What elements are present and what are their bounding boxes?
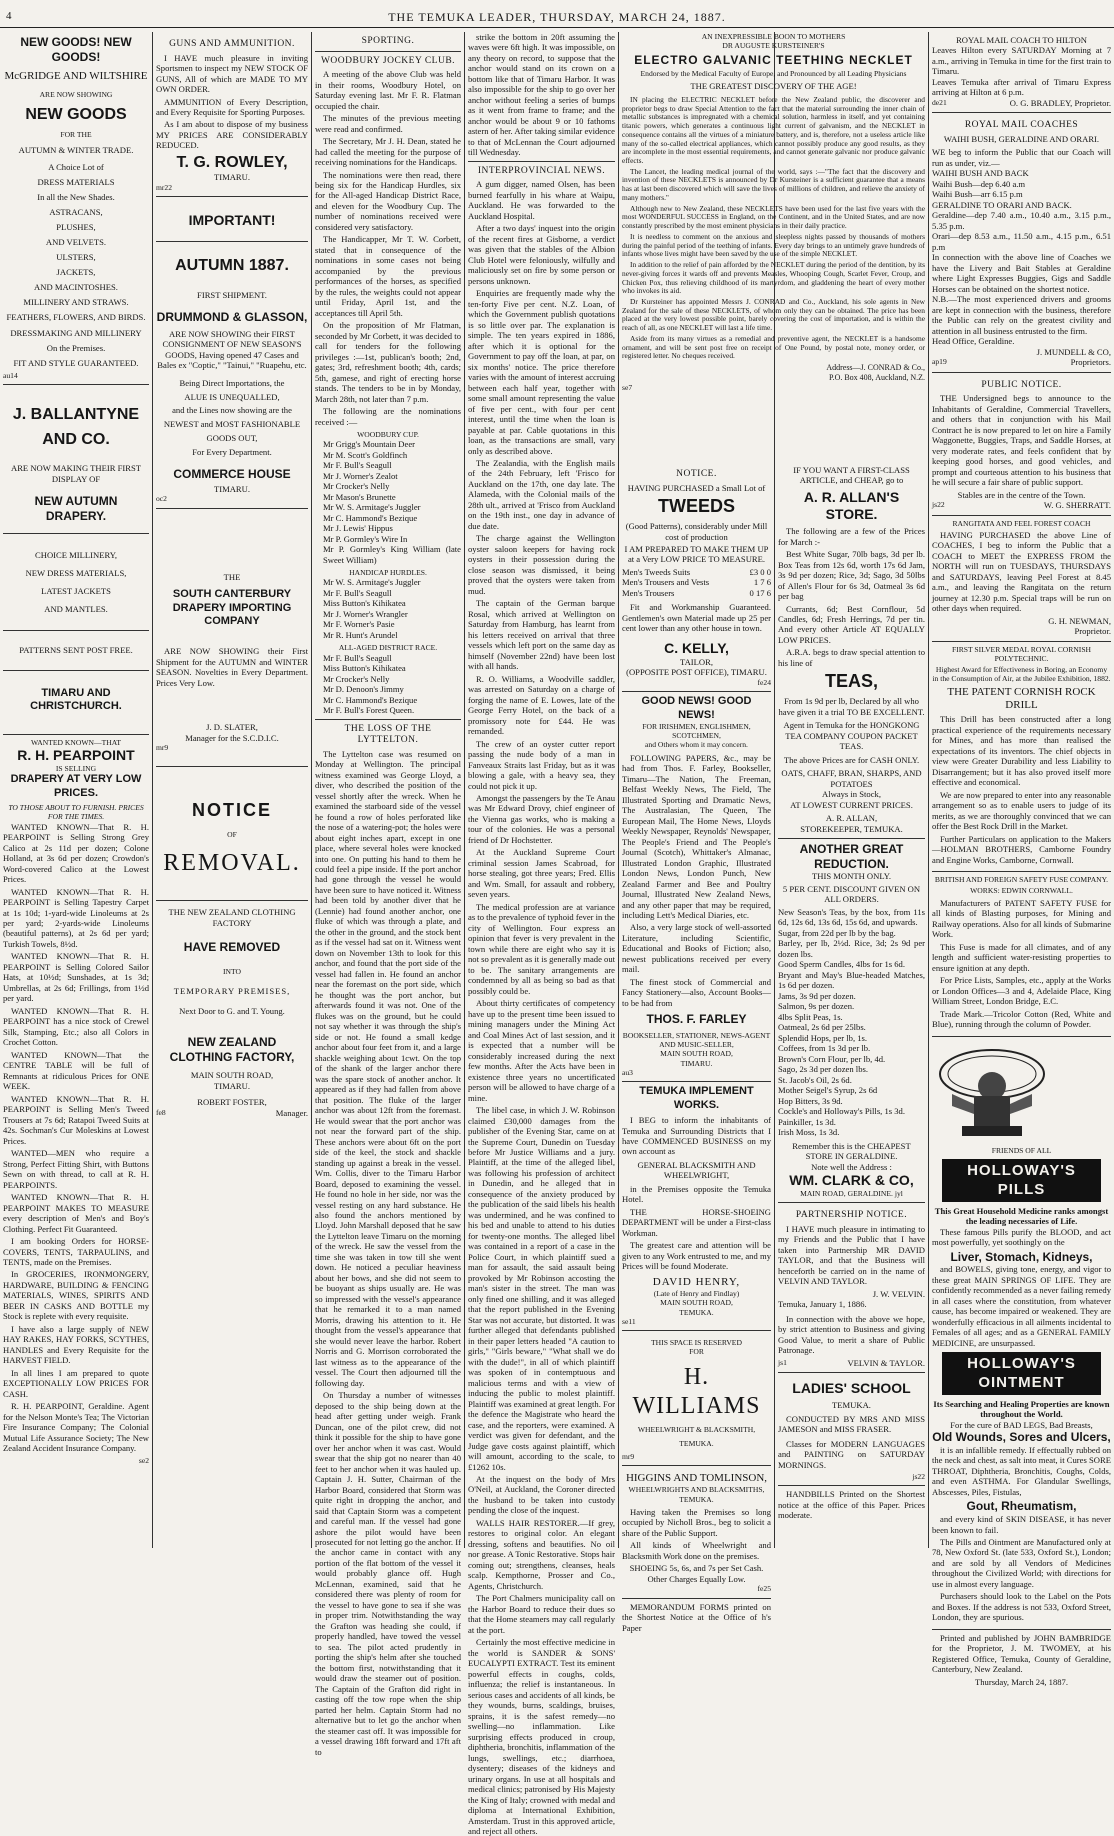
ad-headline: TIMARU AND CHRISTCHURCH. (30, 686, 122, 713)
ad-text: WANTED KNOWN—THAT (30, 737, 122, 747)
ad-farley (622, 692, 771, 1082)
ad-code: js1 (778, 1357, 787, 1367)
ad-text: FIRST SHIPMENT. (197, 289, 267, 300)
imprint-text: Printed and published by JOHN BAMBRIDGE for the Proprietor, J. M. TWOMEY, at his Registered Office, Temuka, County of Geraldine, Canterbury, New Zealand. (932, 1632, 1111, 1675)
ad-code: se2 (138, 1455, 149, 1465)
ad-body (622, 96, 925, 361)
firm-name: NEW ZEALAND CLOTHING FACTORY, (169, 1034, 295, 1064)
ad-code: se7 (622, 382, 633, 392)
ad-text: (Good Patterns), considerably under Mill cost of production (625, 521, 768, 542)
ad-code: fe8 (156, 1107, 166, 1117)
ad-text: THE NEW ZEALAND CLOTHING FACTORY (168, 907, 296, 928)
firm-name: C. KELLY, (664, 639, 729, 656)
article-paragraph: The charge against the Wellington oyster saloon keepers for having rock oysters in their possession during the close season was dismissed, it being proved that the oysters were taken from mud. (468, 533, 615, 596)
price-row (622, 567, 771, 577)
ad-text: I HAVE much pleasure in intimating to my Friends and the Public that I have taken into Partnership MR DAVID TAYLOR, and that the Business will henceforth be carried on in the name of VELVIN AND TAYLOR. (778, 1223, 925, 1287)
imprint-date: Thursday, March 24, 1887. (975, 1676, 1068, 1687)
necklet-ad (619, 32, 928, 462)
ad-code: mr22 (156, 182, 173, 192)
ad-text: The greatest care and attention will be given to any Work entrusted to me, and my Prices will be found Moderate. (622, 1240, 771, 1272)
firm-name: DRUMMOND & GLASSON, (156, 310, 308, 325)
ad-text: Best White Sugar, 70lb bags, 3d per lb. Box Teas from 12s 6d, worth 17s 6d Jam, 3s 9d per dozen; Rice, 3d; Sago, 3d 50lbs of Allen's Flour for 6s 3d, Oatmeal 3s 6d per bag (778, 549, 925, 602)
ad-text: Note well the Address : (811, 1161, 892, 1172)
ad-text: TEMPORARY PREMISES, (173, 986, 291, 996)
ad-rangitata-coach (932, 516, 1111, 642)
ad-text: FOR IRISHMEN, ENGLISHMEN, SCOTCHMEN, and Others whom it may concern. (642, 721, 751, 750)
article-paragraph: On the proposition of Mr Flatman, seconded by Mr Corbett, it was decided to call for tenders for the following privileges :—1st, publican's booth; 2nd, gates; 3rd, refreshment booth; 4th, cards; 5th, gamese, and right of erecting horse stands. The tenders to be in by Monday, March 28th, not later than 7 p.m. (315, 320, 461, 404)
article-paragraph: At the Auckland Supreme Court criminal session James Scabroad, for horse stealing, got three years; Fred. Ellis and Wm. Small, for assault and robbery, seven years. (468, 847, 615, 900)
column-7 (929, 32, 1114, 1687)
article-paragraph: At the inquest on the body of Mrs O'Neil, at Auckland, the Coroner directed the husband to be taken into custody pending the close of the inquest. (468, 1474, 615, 1516)
ad-headline: NEW GOODS! NEW GOODS! (20, 35, 132, 64)
article-paragraph: R. O. Williams, a Woodville saddler, was arrested on Saturday on a charge of forging the name of E. Lowes, late of the George Ferry Hotel, on the back of a promissory note for £44. He was remanded. (468, 673, 615, 737)
firm-name: SOUTH CANTERBURY DRAPERY IMPORTING COMPANY (172, 588, 292, 627)
column-5 (619, 462, 774, 1633)
ad-paragraph: In all lines I am prepared to quote EXCEPTIONALLY LOW PRICES FOR CASH. (3, 1367, 149, 1399)
ad-text: Remember this is the CHEAPEST STORE IN GERALDINE. (792, 1140, 911, 1162)
ad-text: All kinds of Wheelwright and Blacksmith Work done on the premises. (622, 1540, 771, 1561)
article-paragraph: A meeting of the above Club was held in their rooms, Woodbury Hotel, on Saturday evening last. Mr F. R. Flatman occupied the chair. (315, 69, 461, 111)
column-6 (775, 462, 928, 1548)
ad-code: mr9 (156, 743, 169, 753)
column-2 (153, 32, 311, 1548)
ad-headline: PARTNERSHIP NOTICE. (795, 1210, 908, 1221)
ad-paragraph: Although new to New Zealand, these NECKLETS have been used for the last five years with the most WONDERFUL SUCCESS in England, on the Continent, and in the United States, and are now constantly prescribed by the most eminent physicians in their daily practice. (622, 203, 925, 231)
ad-code: oc2 (156, 494, 167, 504)
ad-text: The finest stock of Commercial and Fancy Stationery—also, Account Books—to be had from (622, 976, 771, 1008)
article-body (468, 32, 615, 158)
ad-headline: NEW AUTUMN DRAPERY. (34, 494, 118, 523)
ad-headline: AUTUMN 1887. (175, 257, 289, 275)
ad-code: fe24 (757, 677, 771, 687)
ad-headline: PUBLIC NOTICE. (981, 379, 1062, 390)
ad-cornish-drill (932, 642, 1111, 873)
ad-text: IS SELLING (55, 764, 97, 774)
ad-ladies-school (778, 1373, 925, 1486)
price-value: 1 7 6 (753, 577, 771, 588)
ad-headline: ROYAL MAIL COACHES (964, 120, 1079, 131)
ad-headline: GUNS AND AMMUNITION. (169, 39, 295, 49)
side-caption: TO THOSE ABOUT TO FURNISH. PRICES FOR THE TIMES. (8, 803, 144, 822)
ad-text: The above Prices are for CASH ONLY. (783, 754, 920, 765)
ad-text: INTO (223, 966, 241, 976)
emblem-motto: FRIENDS OF ALL (991, 1146, 1052, 1156)
price-list: New Season's Teas, by the box, from 11s 6d, 12s 6d, 13s 6d, 15s 6d, and upwards. Sugar, from 22d per lb by the bag. Barley, per lb, 2½d. Rice, 3d; 2s 9d per dozen lbs. Good Sperm Candles, 4lbs for 1s 6d. Bryant and May's Blue-headed Matches, 1s 6d per dozen. Jams, 3s 9d per dozen. Salmon, 9s per dozen. 4lbs Split Peas, 1s. Oatmeal, 2s 6d per 25lbs. Splendid Hops, per lb, 1s. Coffees, from 1s 3d per lb. Brown's Corn Flour, per lb, 4d. Sago, 2s 3d per dozen lbs. St. Jacob's Oil, 2s 6d. Mother Seigel's Syrup, 2s 6d Hop Bitters, 3s 9d. Cockle's and Holloway's Pills, 1s 3d. Painkiller, 1s 3d. Irish Moss, 1s 3d. (778, 906, 925, 1138)
ad-paragraph: WANTED KNOWN—That R. H. PEARPOINT is Selling Men's Tweed Trousers at 7s 6d; Ratapoi Tweed Suits at 42s. Sochman's Cur Moleskins at Lowest Prices. (3, 1093, 149, 1146)
ad-paragraph: WANTED KNOWN—That the CENTRE TABLE will be full of Remnants at ridiculous Prices for ONE WEEK. (3, 1049, 149, 1092)
ad-text: For Price Lists, Samples, etc., apply at the Works or London Offices—3 and 4, Adelaide Place, King William Street, London Bridge, E.C. (932, 975, 1111, 1007)
ad-drummond-glasson (156, 197, 308, 509)
column-3 (312, 32, 464, 1757)
ad-headline: AN INEXPRESSIBLE BOON TO MOTHERS (701, 32, 846, 41)
ad-code: se11 (622, 1316, 636, 1326)
ad-williams (622, 1331, 771, 1466)
ad-text: These famous Pills purify the BLOOD, and act most powerfully, yet soothingly on the (932, 1226, 1111, 1248)
ad-item-list: CHOICE MILLINERY, NEW DRESS MATERIALS, LATEST JACKETS AND MANTLES. (25, 550, 127, 615)
ad-headline: Liver, Stomach, Kidneys, (950, 1249, 1093, 1264)
article-paragraph: The crew of an oyster cutter report passing the nude body of a man in Fanveaux Straits last Friday, but as it was blowing a gale, with a heavy sea, they could not pick it up. (468, 738, 615, 791)
ad-ballantyne (3, 385, 149, 735)
ad-headline: TEMUKA IMPLEMENT WORKS. (639, 1085, 754, 1111)
ad-text: Being Direct Importations, the ALUE IS UNEQUALLED, and the Lines now showing are the NEWEST and MOST FASHIONABLE GOODS OUT, For Every Department. (163, 377, 301, 457)
article-paragraph: A gum digger, named Olsen, has been burned fearfully in his whare at Waipu, Auckland. He was forwarded to the Auckland Hospital. (468, 179, 615, 221)
ad-text: Other Charges Equally Low. (647, 1573, 746, 1584)
ad-paragraph: In GROCERIES, IRONMONGERY, HARDWARE, BUILDING & FENCING MATERIALS, WINES, SPIRITS AND BEER IN CASKS AND BOTTLE my Stock is replete with every requisite. (3, 1269, 149, 1322)
ad-text: This Fuse is made for all climates, and of any length and sufficient water-resisting properties to ensure ignition at any depth. (932, 941, 1111, 973)
article-body (468, 179, 615, 1836)
article-paragraph: The Port Chalmers municipality call on the Harbor Board to reduce their dues so that the Home steamers may call regularly at the port. (468, 1593, 615, 1635)
ad-signature-title: Proprietor. (1074, 626, 1111, 637)
ad-signature: J. MUNDELL & CO, (1036, 346, 1111, 357)
ad-text: Having taken the Premises so long occupied by Nicholl Bros., beg to solicit a share of the Public Support. (622, 1506, 771, 1538)
ad-headline: LADIES' SCHOOL (792, 1380, 911, 1397)
ad-text: THIS SPACE IS RESERVED FOR (651, 1338, 742, 1357)
ad-headline: NOTICE. (676, 469, 717, 479)
ad-paragraph: In addition to the relief of pain afforded by the NECKLET during the period of the dentition, by its never-giving forces it wards off and prevents Measles, Whooping Cough, Scarlet Fever, Croup, and Chicken Pox, thus relieving childhood of its martyrdom, and gladdening the heart of every mother who invokes its aid. (622, 260, 925, 296)
ad-text: IF YOU WANT A FIRST-CLASS ARTICLE, and CHEAP, go to (793, 465, 910, 486)
ad-text: FOLLOWING PAPERS, &c., may be had from Thos. F. Farley, Bookseller, Timaru—The Nation, The Freeman, Belfast Weekly News, The Field, The Illustrated Sporting and Dramatic News, The Australasian, The Queen, The European Mail, The Home News, Lloyds Weekly Newspaper, Reynolds' Newspaper, The People's Friend and The People's Journal (Scotch), Whittaker's Almanac, Illustrated London Graphic, Illustrated London News, London Punch, New Zealand Farmer and Bee and Poultry Journal, Illustrated New Zealand News, and any other paper that may be required, including Lett's Medical Diaries, etc. (622, 752, 771, 920)
ad-headline: IMPORTANT! (188, 212, 276, 229)
ad-text: Next Door to G. and T. Young. (179, 1006, 285, 1017)
ad-text: PATTERNS SENT POST FREE. (19, 645, 133, 656)
ad-address: Address—J. CONRAD & Co., P.O. Box 408, Auckland, N.Z. (826, 363, 925, 382)
ad-signature-title: Manager. (275, 1107, 308, 1118)
ad-text: THE Undersigned begs to announce to the Inhabitants of Geraldine, Commercial Travellers, and others that in conjunction with his Mail Contract he is now prepared to let on hire a Family Waggonette, Buggies, Traps, and Saddle Horses, at very moderate rates, and feels confident that by keeping good horses, and good vehicles, and prompt and courteous attention to his business that he will secure a fair share of public support. (932, 393, 1111, 488)
ointment-banner: HOLLOWAY'S OINTMENT (942, 1352, 1101, 1395)
ad-text: in the Premises opposite the Temuka Hotel. (622, 1183, 771, 1205)
ad-safety-fuse (932, 872, 1111, 1036)
ad-text: THE HORSE-SHOEING DEPARTMENT will be under a First-class Workman. (622, 1206, 771, 1238)
article-paragraph: Certainly the most effective medicine in the world is SANDER & SONS' EUCALYPTI EXTRACT. Test its eminent powerful effects in coughs, colds, influenza; the relief is instantaneous. In serious cases and accidents of all kinds, be they wounds, burns, scaldings, bruises, sprains, it is the safest remedy—no swelling—no inflammation. Like surprising effects produced in croup, diphtheria, bronchitis, inflammation of the lungs, swellings, etc.; diarrhoea, dysentery; diseases of the kidneys and urinary organs. In use at all hospitals and medical clinics; patronised by His Majesty the King of Italy; crowned with medal and diploma at International Exhibition, Amsterdam. Trust in this approved article, and reject all others. (468, 1637, 615, 1836)
ad-allan-store (778, 462, 925, 839)
ad-paragraph: WANTED KNOWN—That R. H. PEARPOINT has a nice stock of Crewel Silk, Stamping, Etc.; also all Colors in Crochet Cotton. (3, 1005, 149, 1048)
ad-text: From 1s 9d per lb, Declared by all who have given it a trial TO BE EXCELLENT. (778, 696, 925, 717)
ad-paragraph: WANTED KNOWN—That R. H. PEARPOINT is Selling Tapestry Carpet at 1s 10d; 1-yard-wide Linoleums at 2s per yard; 2-yards-wide Linoleums (beautiful patterns), at 2s 6d per yard; Turkish Towels, 8½d. (3, 886, 149, 949)
list-heading: WOODBURY CUP. (357, 430, 419, 440)
ad-memorandum (622, 1599, 771, 1639)
list-heading: HANDICAP HURDLES. (349, 568, 427, 578)
ad-paragraph: WANTED—MEN who require a Strong, Perfect Fitting Shirt, with Buttons Sewn on with thread, to call at R. H. PEARPOINTS. (3, 1148, 149, 1190)
ad-text: Highest Award for Effectiveness in Boring, an Economy in the Consumption of Air, at the Jubilee Exhibition, 1882. (932, 665, 1111, 684)
ad-text: Further Particulars on application to the Makers—HOLMAN BROTHERS, Camborne Foundry and Engine Works, Camborne, Cornwall. (932, 833, 1111, 865)
ad-text: ARE NOW SHOWING their First Shipment for the AUTUMN and WINTER SEASON. Novelties in Every Department. Prices Very Low. (156, 646, 308, 688)
ad-rowley-guns (156, 32, 308, 197)
article-paragraph: strike the bottom in 20ft assuming the waves were 6ft high. It was impossible, on any theory on record, to suppose that the anchor would stand on its crown on a bottom like that of Timaru Harbor. It was also impossible for the ship to go over her anchor without feeling a series of bumps as it went from frame to frame; and the anchor would be about 9 or 10 fathoms astern of her. After taking similar evidence to that of McLennan the Court adjourned till Wednesday. (468, 32, 615, 158)
ad-paragraph: I have also a large supply of NEW HAY RAKES, HAY FORKS, SCYTHES, HANDLES and Every Requisite for the HARVEST FIELD. (3, 1323, 149, 1366)
ad-address: BOOKSELLER, STATIONER, NEWS-AGENT AND MUSIC-SELLER, MAIN SOUTH ROAD, TIMARU. (622, 1030, 771, 1068)
article-paragraph: About thirty certificates of competency have up to the present time been issued to mining managers under the Mining Act and Coal Mines Act of last session, and it is expected that a number will be considerably increased during the next few months. After the Acts have been in existence three years no uncertificated person will be allowed to have charge of a mine. (468, 998, 615, 1103)
ad-code: au14 (3, 370, 18, 380)
ad-text: WAIHI BUSH, GERALDINE AND ORARI. (943, 133, 1100, 144)
article-paragraph: The Secretary, Mr J. H. Dean, stated he had called the meeting for the purpose of receiving nominations for the Handicaps. (315, 136, 461, 168)
nomination-list: Mr W. S. Armitage's Juggler Mr F. Bull's Seagull Miss Button's Kihikatea Mr J. Worner's Wrangler Mr F. Worner's Pasie Mr R. Hunt's Arundel (323, 577, 421, 640)
page-number: 4 (6, 10, 13, 22)
article-paragraph: WALLS HAIR RESTORER.—If grey, restores to original color. An elegant dressing, softens and beautifies. No oil nor grease. A Tonic Restorative. Stops hair coming out; strengthens, cleanses, heals scalp. Kempthorne, Prosser and Co., Agents, Christchurch. (468, 1517, 615, 1591)
ad-code: de21 (932, 97, 947, 107)
ad-text: and every kind of SKIN DISEASE, it has never been known to fail. (932, 1514, 1111, 1535)
article-heading: WOODBURY JOCKEY CLUB. (320, 55, 456, 66)
price-item: Men's Trousers and Vests (622, 577, 710, 588)
ad-text: The Pills and Ointment are Manufactured only at 78, New Oxford St. (late 533, Oxford St.), London; and are sold by all Vendors of Medicines throughout the Civilized World; with directions for use in almost every language. (932, 1536, 1111, 1589)
ad-paragraph: WANTED KNOWN—That R. H. PEARPOINT is Selling Colored Sailor Hats, at 10½d; Sunshades, at 1s 3d; Umbrellas, at 2s 6d; Frillings, from 1½d per yard. (3, 951, 149, 1004)
ad-mcgridge-wiltshire (3, 32, 149, 385)
article-paragraph: The medical profession are at variance as to the prevalence of typhoid fever in the city of Wellington. Four express an opinion that fever is very prevalent in the town while there are eight who say it is not so prevalent as it is generally made out to be. The sanitary arrangements are condemned by all as being so bad as that possibly could be. (468, 901, 616, 996)
ad-text: AMMUNITION of Every Description, and Every Requisite for Sporting Purposes. (156, 96, 308, 117)
ad-handbills (778, 1486, 925, 1526)
ad-signature: ROBERT FOSTER, (197, 1097, 267, 1108)
ad-text: ARE NOW SHOWING their FIRST CONSIGNMENT OF NEW SEASON'S GOODS, Having opened 47 Cases and Bales ex "Coptic," "Tainui," "Ruapehu, etc. (157, 328, 307, 371)
ad-text: HAVING PURCHASED the above Line of COACHES, I beg to inform the Public that a COACH to MEET the EXPRESS FROM the NORTH will run on TUESDAYS, THURSDAYS and SATURDAYS, leaving Peel Forest at 8.45 a.m., and leaving the Rangitata on the return journey at 12.30 p.m. Special traps will be run on other days when required. (932, 529, 1111, 614)
ad-pearpoint (3, 735, 149, 1469)
ad-code: au3 (622, 1067, 633, 1077)
ad-headline: Its Searching and Healing Properties are known throughout the World. (933, 1398, 1110, 1420)
article-paragraph: The Zealandia, with the English mails of the 24th February, left 'Frisco for Auckland on the 17th, one day late. The Alameda, with the Colonial mails of the 28th ult., arrived at 'Frisco from Auckland on the 19th inst., one day in advance of due date. (468, 457, 615, 531)
ad-text: AUTUMN & WINTER TRADE. (18, 144, 134, 155)
ad-south-canterbury (156, 509, 308, 767)
ad-mundell-coaches (932, 113, 1111, 372)
ad-text: GENERAL BLACKSMITH AND WHEELWRIGHT, (637, 1159, 756, 1181)
ad-text: I AM PREPARED TO MAKE THEM UP at a Very LOW PRICE TO MEASURE. (624, 543, 769, 565)
ad-signature: G. H. NEWMAN, (1048, 615, 1111, 626)
price-item: Men's Trousers (622, 587, 675, 598)
ad-text: For the cure of BAD LEGS, Bad Breasts, (950, 1419, 1093, 1430)
ad-headline: TWEEDS (657, 496, 735, 517)
firm-name: DAVID HENRY, (652, 1275, 741, 1288)
price-table (622, 567, 771, 598)
ad-address: MAIN ROAD, GERALDINE. jyl (800, 1189, 903, 1199)
ad-text: HANDBILLS Printed on the Shortest notice at the office of this Paper. Prices moderate. (778, 1489, 925, 1521)
ad-headline: REMOVAL. (163, 849, 301, 876)
ad-text: I HAVE much pleasure in inviting Sportsmen to inspect my NEW STOCK OF GUNS, All of which are MADE TO MY OWN ORDER. (156, 52, 308, 95)
article-paragraph: The minutes of the previous meeting were read and confirmed. (315, 113, 461, 134)
ad-signature: O. G. BRADLEY, Proprietor. (1009, 97, 1111, 108)
section-heading: SPORTING. (361, 36, 415, 46)
nomination-list: Mr Grigg's Mountain Deer Mr M. Scott's Goldfinch Mr F. Bull's Seagull Mr J. Worner's Zealot Mr Crocker's Nelly Mr Mason's Brunette Mr W. S. Armitage's Juggler Mr C. Hammond's Bezique Mr J. Lewis' Hippus Mr P. Gormley's Wire In Mr P. Gormley's King William (late Sweet William) (323, 439, 461, 565)
firm-name: H. WILLIAMS (632, 1363, 761, 1419)
ad-text: Endorsed by the Medical Faculty of Europe, and Pronounced by all Leading Physicians (640, 69, 907, 79)
ad-text: Also, a very large stock of well-assorted Literature, including Scientific, Educational and Books of Fiction; also, newest publications received per every mail. (622, 922, 771, 975)
firm-name: R. H. PEARPOINT (17, 746, 135, 763)
ad-text: Currants, 6d; Best Cornflour, 5d Candles, 6d; Fresh Herrings, 7d per tin. And every other Article AT EQUALLY LOW PRICES. (778, 603, 925, 645)
ad-paragraph: I am booking Orders for HORSE-COVERS, TENTS, TARPAULINS, and TENTS, made on the Premises. (3, 1236, 149, 1267)
ad-clark (778, 839, 925, 1203)
ad-text: MEMORANDUM FORMS printed on the Shortest Notice at the Office of h's Paper (622, 1601, 771, 1633)
ad-text: As I am about to dispose of my business MY PRICES ARE CONSIDERABLY REDUCED. (156, 119, 308, 151)
pearpoint-paragraphs (3, 822, 149, 1454)
ad-headline: Gout, Rheumatism, (966, 1499, 1077, 1514)
ad-headline: NEW GOODS (25, 105, 127, 123)
ad-david-henry (622, 1082, 771, 1331)
column-4 (465, 32, 618, 1836)
ad-headline: ANOTHER GREAT REDUCTION. (799, 842, 904, 871)
ad-text: DR AUGUSTE KURSTEINER'S (722, 41, 825, 51)
firm-name: WM. CLARK & CO, (789, 1172, 914, 1188)
ad-text: it is an infallible remedy. If effectually rubbed on the neck and chest, as salt into meat, it Cures SORE THROAT, Diphtheria, Bronchitis, Coughs, Colds, and even ASTHMA. For Glandular Swellings, Abscesses, Piles, Fistulas, (932, 1444, 1111, 1497)
ad-text: ARE NOW SHOWING (39, 89, 113, 99)
pills-banner: HOLLOWAY'S PILLS (942, 1159, 1101, 1202)
article-paragraph: The captain of the German barque Rosal, which arrived at Wellington on Saturday from Hamburg, has learnt from his letters received on arrival that three vessels which left port on the same day as himself (November 22nd) have been lost with all hands. (468, 598, 615, 672)
ad-text: Leaves Hilton every SATURDAY Morning at 7 a.m., arriving in Temuka in time for the first train to Timaru. Leaves Temuka after arrival of Timaru Express arriving at Hilton at 6 p.m. (932, 45, 1111, 98)
article-paragraph: The following are the nominations received :— (315, 406, 461, 427)
ad-text: ARE NOW MAKING THEIR FIRST DISPLAY OF (10, 463, 142, 484)
article-paragraph: Enquiries are frequently made why the ten-forty Five per cent. N.Z. Loan, of which the Government publish quotations is so little over par. The explanation is simple. The ten years expired in 1886, after which it is optional for the Government to pay off the loan, at par, on six months' notice. The price therefore varies with the amount of interest accruing between each half year, together with some small amount representing the value of five per cent., with four per cent interest, until the time when the loan is payable at par. Cable quotations in this loan, as the transactions are small, vary only as described above. (468, 288, 616, 456)
ad-headline: THE GREATEST DISCOVERY OF THE AGE! (690, 81, 857, 92)
ad-code: js22 (912, 1472, 925, 1482)
ad-headline: RANGITATA AND FEEL FOREST COACH (952, 518, 1091, 528)
ad-paragraph: WANTED KNOWN—That R. H. PEARPOINT is Selling Strong Grey Calico at 2s 11d per dozen; Colone Holland, at 3s 6d per dozen; Crowdon's Word-covered Calico at the Lowest Prices. (3, 821, 149, 885)
ad-address: (Late of Henry and Findlay) MAIN SOUTH ROAD, TEMUKA. (653, 1289, 740, 1317)
ad-paragraph: It is needless to comment on the anxious and sleepless nights passed by thousands of mothers during the painful period of the teething of infants. Every day brings to an untimely grave hundreds of infants whose lives might have been saved by the use of the simple NECKLET. (622, 231, 925, 259)
ad-town: TIMARU. (213, 483, 251, 494)
ad-holloway (932, 1037, 1111, 1630)
ad-town: TEMUKA. (679, 1438, 714, 1448)
masthead-title: THE TEMUKA LEADER, THURSDAY, MARCH 24, 1887. (388, 10, 726, 24)
ad-text: HAVING PURCHASED a Small Lot of (627, 482, 766, 493)
ad-headline: TEAS, (824, 671, 878, 692)
ad-text: I BEG to inform the inhabitants of Temuka and Surrounding Districts that I have COMMENCED BUSINESS on my own account as (622, 1115, 771, 1157)
ad-signature: J. D. SLATER, Manager for the S.C.D.I.C. (185, 722, 279, 743)
article-heading: THE LOSS OF THE LYTTELTON. (344, 723, 432, 746)
ad-sherratt (932, 373, 1111, 516)
ad-address: MAIN SOUTH ROAD, TIMARU. (190, 1070, 274, 1091)
price-row (622, 588, 771, 598)
ad-headline: BRITISH AND FOREIGN SAFETY FUSE COMPANY. (934, 875, 1109, 885)
ad-headline: ROYAL MAIL COACH TO HILTON (956, 35, 1087, 45)
ad-paragraph: The Lancet, the leading medical journal of the world, says :—"The fact that the discovery and invention of these NECKLETS is announced by Dr Kursteiner is a sufficient guarantee that a means has at last been discovered which will save the lives of millions of children, and relieve the anxiety of many mothers." (622, 166, 925, 202)
ad-nz-clothing (156, 767, 308, 1122)
ad-text: WORKS: EDWIN CORNWALL. (970, 886, 1073, 896)
nomination-list: Mr F. Bull's Seagull Miss Button's Kihikatea Mr Crocker's Nelly Mr D. Denoon's Jimmy Mr C. Hammond's Bezique Mr F. Bull's Forest Queen. (323, 652, 418, 716)
firm-name: HIGGINS AND TOMLINSON, (625, 1472, 768, 1484)
ad-code: fe25 (757, 1584, 771, 1594)
ad-signature: A. R. ALLAN, STOREKEEPER, TEMUKA. (800, 813, 903, 834)
ad-text: WHEELWRIGHTS AND BLACKSMITHS, TEMUKA. (628, 1485, 765, 1504)
article-heading: INTERPROVINCIAL NEWS. (477, 165, 606, 176)
ad-text: Manufacturers of PATENT SAFETY FUSE for all kinds of Blasting purposes, for Mining and Railway operations. Also for all kinds of Submarine Work. (932, 897, 1112, 940)
article-body (315, 69, 461, 427)
ad-text: Fit and Workmanship Guaranteed. Gentlemen's own Material made up 25 per cent lower than any other house in town. (622, 602, 771, 634)
ad-text: In connection with the above we hope, by strict attention to Business and giving Good Value, to merit a share of Public Patronage. (778, 1313, 925, 1356)
masthead (0, 2, 1114, 28)
ad-text: Classes for MODERN LANGUAGES and PAINTING on SATURDAY MORNINGS. (778, 1438, 925, 1470)
ad-code: js22 (932, 500, 945, 510)
ad-text: SHOEING 5s, 6s, and 7s per Set Cash. (629, 1563, 764, 1574)
ad-text: and BOWELS, giving tone, energy, and vigor to these great MAIN SPRINGS OF LIFE. They are confidently recommended as a never failing remedy in all cases where the constitution, from whatever cause, has become impaired or weakened. They are wonderfully efficacious in all ailments incidental to Females of all ages; and as a GENERAL FAMILY MEDICINE, are unsurpassed. (932, 1264, 1111, 1348)
ad-text: WE beg to inform the Public that our Coach will run as under, viz.— WAIHI BUSH AND BACK Waihi Bush—dep 6.40 a.m Waihi Bush—arr 6.15 p.m GERALDINE TO ORARI AND BACK. Geraldine—dep 7.40 a.m., 10.40 a.m., 3.15 p.m., 5.35 p.m. Orari—dep 8.53 a.m., 11.50 a.m., 4.15 p.m., 6.51 p.m In connection with the above line of Coaches we have the Livery and Bait Stables at Geraldine where Light Expresses Buggies, Gigs and Saddle Horses can be obtained on the shortest notice. N.B.—The most experienced drivers and grooms are kept in connection with the business, therefore the Public can rely on the greatest civility and attention in all business entrusted to the firm. Head Office, Geraldine. (932, 147, 1111, 347)
ad-hilton-coach (932, 32, 1111, 113)
ad-headline: GOOD NEWS! GOOD NEWS! (641, 695, 752, 721)
firm-name: T. G. ROWLEY, (176, 153, 288, 171)
ad-address: TAILOR, (OPPOSITE POST OFFICE), TIMARU. (626, 656, 767, 678)
article-paragraph: The nominations were then read, there being six for the Handicap Hurdles, six for the All-aged Handicap District Race, and eleven for the Woodbury Cup. The number of nominations received were considered very satisfactory. (315, 169, 461, 232)
ad-text: CONDUCTED BY MRS AND MISS JAMESON and MISS FRASER. (778, 1413, 925, 1435)
holloway-emblem-icon (932, 1044, 1052, 1144)
ad-headline: THE PATENT CORNISH ROCK DRILL (947, 685, 1096, 712)
ad-text: WHEELWRIGHT & BLACKSMITH, (637, 1425, 756, 1435)
ad-town: TEMUKA. (832, 1400, 871, 1411)
ad-signature: W. G. SHERRATT. (1043, 500, 1111, 511)
ad-signature-title: Proprietors. (1070, 357, 1111, 368)
ad-text: THE (223, 571, 241, 582)
imprint (932, 1630, 1111, 1691)
ad-signature: VELVIN & TAYLOR. (847, 1357, 925, 1368)
ad-paragraph: Aside from its many virtues as a remedial and preventive agent, the NECKLET is a handsome ornament, and will be sent post free on receipt of One Pound, by postal note, money order, or registered letter. No cheques received. (622, 333, 925, 361)
ad-headline: NOTICE (191, 799, 272, 820)
ad-code: mr9 (622, 1451, 635, 1461)
ad-headline: This Great Household Medicine ranks amongst the leading necessaries of Life. (934, 1205, 1109, 1227)
ad-headline: Old Wounds, Sores and Ulcers, (932, 1430, 1111, 1445)
price-row (622, 577, 771, 587)
ad-text: OF (227, 829, 237, 839)
ad-headline: FIRST SILVER MEDAL ROYAL CORNISH POLYTECHNIC. (951, 644, 1092, 663)
ad-text: THIS MONTH ONLY. (812, 871, 891, 882)
ad-town: TIMARU. (213, 172, 251, 183)
ad-higgins-tomlinson (622, 1466, 771, 1599)
firm-name: THOS. F. FARLEY (646, 1012, 747, 1027)
ad-signature: J. W. VELVIN. (872, 1288, 925, 1299)
firm-name: McGRIDGE AND WILTSHIRE (4, 70, 148, 83)
ad-code: ap19 (932, 357, 947, 367)
ad-headline: DRAPERY AT VERY LOW PRICES. (10, 773, 142, 799)
ad-paragraph: WANTED KNOWN—That R. H. PEARPOINT MAKES TO MEASURE every description of Men's and Boy's Clothing. Perfect Fit Guaranteed. (3, 1192, 149, 1234)
firm-name: A. R. ALLAN'S STORE. (803, 488, 900, 523)
price-item: Men's Tweeds Suits (622, 566, 691, 577)
ad-item-list: A Choice Lot of DRESS MATERIALS In all the New Shades. ASTRACANS, PLUSHES, AND VELVETS. ULSTERS, JACKETS, AND MACINTOSHES. MILLINERY AND STRAWS. FEATHERS, FLOWERS, AND BIRDS. DRESSMAKING AND MILLINERY On the Premises. FIT AND STYLE GUARANTEED. (6, 162, 146, 368)
ad-text: The following are a few of the Prices for March :- (778, 526, 925, 547)
ad-kelly-tweeds (622, 462, 771, 692)
article-paragraph: The Handicapper, Mr T. W. Corbett, stated that in consequence of the nominations in some cases not being accompanied by the previous performances of the horses, as specified by the rules, the weights could not appear until Friday, April 1st, and the acceptances till April 5th. (315, 234, 461, 318)
price-value: £3 0 0 (749, 566, 771, 577)
article-body (315, 749, 461, 1758)
ad-headline: HAVE REMOVED (183, 940, 281, 955)
article-paragraph: The libel case, in which J. W. Robinson claimed £30,000 damages from the publisher of the Evening Star, came on at the Supreme Court, Dunedin on Tuesday before Mr Justice Williams and a jury. Plaintiff, at the time of the alleged libel, was following his profession of architect in Dunedin, and he alleged that in consequence of the anxiety produced by the publication of the said libels his health was undermined, and he was confined to his bed and unable to attend to his duties for twenty-one months. The alleged libel was contained in a report of a case in the Police Court, in which plaintiff sued a man for assault, the said assault being provoked by Mr Robinson accosting the man's sister in the street. The man was only fined one shilling, and it was alleged that the report published in the Evening Star was not accurate, but distorted. It was further alleged that defendants published in their paper letters headed "A caution to girls," "Girls beware," "What shall we do with the dude!", in all of which plaintiff was spoken of in contemptuous and malicious terms and with a view of inducing the public to molest plaintiff. Plaintiff was examined at great length. For the defence the Magistrate who heard the case, and the reporters, were examined. A verdict was given for defendant, and the Judge gave costs against plaintiff, which will amount, according to the scale, to £1262 10s. (468, 1105, 615, 1472)
article-paragraph: Amongst the passengers by the Te Anau was Mr Edward Drovy, chief engineer of the Vienna gas works, who is making a tour of the colonies. He was a personal friend of Dr Hochstetter. (468, 793, 615, 845)
ad-text: A.R.A. begs to draw special attention to his line of (778, 647, 925, 668)
article-paragraph: On Thursday a number of witnesses deposed to the ship being down at the head after getting under weigh. Frank Duncan, one of the pilot crew, did not think it possible for the ship to have gone over her anchor when it was cast. Would swear that the ship got no nearer than 40 feet to her anchor when it was hauled up. Captain J. H. Sutter, Chairman of the Harbor Board, considered that Storm was quite right in dropping the anchor, and said that Captain Storm was a competent and careful man. If the vessel had gone ashore the pilot would have been prosecuted for not letting go the anchor. If the anchor came in contact with any portion of the flat bottom of the vessel it would probably glance off. Hugh McLennan, examined, said that he considered there was plenty of room for the vessel to have gone to sea if she was in proper trim. Notwithstanding the way the Grafton was heading she could, if properly handled, have towed the vessel to sea. The pilot acted prudently in porting the ship's helm after she touched the bottom first, notwithstanding that it would draw the steamer out of position. The Captain of the Grafton did right in casting off the tow rope when the ship parted her helm. Captain Storm had no alternative but to let go the anchor when the steamer cast off. It was impossible for a vessel drawing 18ft forward and 17ft aft to (315, 1390, 461, 1757)
ad-headline: ELECTRO GALVANIC TEETHING NECKLET (634, 52, 913, 67)
ad-text: We are now prepared to enter into any reasonable arrangement so as to enable users to judge of its merits, as we are thoroughly convinced that we can offer the Best Rock Drill in the Market. (932, 789, 1111, 832)
ad-partnership (778, 1203, 925, 1373)
ad-text: OATS, CHAFF, BRAN, SHARPS, AND POTATOES Always in Stock, AT LOWEST CURRENT PRICES. (781, 768, 922, 810)
price-value: 0 17 6 (749, 587, 771, 598)
article-paragraph: After a two days' inquest into the origin of the recent fires at Gisborne, a verdict was given that the stables of the Albion Club Hotel were feloniously, wilfully and maliciously set on fire by some person or persons unknown. (468, 223, 615, 286)
ad-text: This Drill has been constructed after a long practical experience of the requirements necessary for Mines, and has more than realised the expectations of its inventors. The chief objects in view were Greater Durability and less Liability to Disarrangement; but it has also proved itself more effective and economical. (932, 714, 1111, 788)
column-1 (0, 32, 152, 1548)
ad-paragraph: IN placing the ELECTRIC NECKLET before the New Zealand public, the discoverer and proprietor begs to draw Special Attention to the fact that the material surrounding the inner chain of metallic substances is impregnated with a chemical solution, harmless in itself, and yet containing titanic powers, which generates a continuous light current of galvanism, and the NECKLET in consequence contains all the virtues of a miniature battery, and is, therefore, not a useless article like many of the so-called electrical appliances, which cannot possibly produce any good results, as they are incomplete in the most essential requirements, and cannot generate galvanic nor produce galvanic effects. (622, 94, 925, 165)
firm-name: J. BALLANTYNE AND CO. (12, 405, 140, 449)
ad-text: Purchasers should look to the Label on the Pots and Boxes. If the address is not 533, Oxford Street, London, they are spurious. (932, 1591, 1111, 1623)
ad-text: FOR THE (60, 130, 92, 140)
ad-text: 5 PER CENT. DISCOUNT GIVEN ON ALL ORDERS. (782, 883, 921, 905)
ad-text: Agent in Temuka for the HONGKONG TEA COMPANY COUPON PACKET TEAS. (783, 720, 920, 752)
ad-headline: COMMERCE HOUSE (173, 467, 291, 482)
ad-date: Temuka, January 1, 1886. (778, 1299, 867, 1310)
list-heading: ALL-AGED DISTRICT RACE. (338, 643, 438, 653)
ad-paragraph: R. H. PEARPOINT, Geraldine. Agent for the Nelson Monte's Tea; The Victorian Fire Insurance Company; The Colonial Mutual Life Assurance Society; The New Zealand Accident Insurance Company. (3, 1401, 149, 1454)
ad-paragraph: Dr Kursteiner has appointed Messrs J. CONRAD and Co., Auckland, his sole agents in New Zealand for the sale of these NECKLETS, of whom only they can be obtained. The price has been placed at the very lowest possible point, barely covering the cost of importation, and is within the reach of all, as one NECKLET will last a life time. (622, 297, 925, 333)
ad-text: Trade Mark.—Tricolor Cotton (Red, White and Blue), running through the column of Powder. (932, 1008, 1111, 1030)
article-paragraph: The Lyttelton case was resumed on Monday at Wellington. The principal witness examined was George Lloyd, a diver, who described the position of the vessel shortly after the wreck. When he examined the starboard side of the vessel he found a row of holes perforated like the nose of a watering-pot; the holes were about eight inches apart, except in one place, where several holes were knocked into one. On putting his hand to them he could feel a pipe inside. If the port anchor had gone through the vessel he would have been sure to have noticed it. Witness had been told by another diver that he (Lennie) had found another anchor, one fluke of which was through a plate, and the other in the ground, and the stock bent as if the vessel had sat on it. Witness went down on November 13th to look for this anchor, and found that the port side of the vessel had fallen in. He found an anchor near the foremast on the port side, which he thought was the port anchor, but afterwards found it was not. One of the flukes was on the ground, but he could not say whether it was through the ship's side or not. He found a small kedge anchor about four feet from it, and a large shackle weighing about 1cwt. On the top of the shank of the larger anchor there was the spare stock of another anchor. It appeared as if they had fallen from above that position. The fluke of the larger anchor was about 12ft from the foremast. He would swear that the port anchor was not near the forward part of the ship. These anchors were about 6ft on the port side of the keel, the stock and shackle standing up against a break in the vessel. Wm. Collis, diver to the Timaru Harbor Board, deposed to examining the vessel. He found no hole in her side, nor was the vessel resting on any hard substance. He also found the anchors mentioned by Lloyd. John Marshall deposed that he saw the Lyttelton leave Timaru on the morning of the wreck. He saw the vessel from the time she was taken in tow till she went down. He noticed a peculiar heaviness about her bows, and she did not seem to be buoyant as ships usually are. He was so impressed with the vessel's appearance that he remarked it to a man named Morris, drawing his attention to it. He thought from the vessel's appearance that she would never leave the harbor. Robert Norris and G. Morrison corroborated the last witness as to the appearance of the vessel. The Court then adjourned till the following day. (315, 748, 461, 1388)
ad-text: Stables are in the centre of the Town. (957, 489, 1086, 500)
